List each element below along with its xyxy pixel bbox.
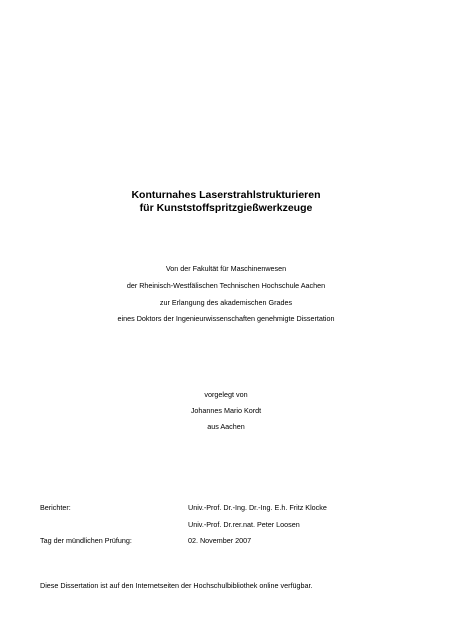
exam-date-label: Tag der mündlichen Prüfung: [40,536,132,545]
thesis-title-line-2: für Kunststoffspritzgießwerkzeuge [139,202,313,214]
exam-date: 02. November 2007 [188,536,252,545]
author-name: Johannes Mario Kordt [190,406,262,415]
referees-label: Berichter: [40,503,71,512]
faculty-line-3: zur Erlangung des akademischen Grades [159,298,293,307]
author-origin: aus Aachen [207,422,245,431]
submitted-by-label: vorgelegt von [204,390,248,399]
faculty-line-4: eines Doktors der Ingenieurwissenschaften genehmigte Dissertation [117,314,335,323]
referee-2: Univ.-Prof. Dr.rer.nat. Peter Loosen [188,520,300,529]
faculty-line-1: Von der Fakultät für Maschinenwesen [165,264,287,273]
thesis-title-line-1: Konturnahes Laserstrahlstrukturieren [131,189,321,201]
referee-1: Univ.-Prof. Dr.-Ing. Dr.-Ing. E.h. Fritz Klocke [188,503,327,512]
faculty-line-2: der Rheinisch-Westfälischen Technischen Hochschule Aachen [126,281,326,290]
online-availability-note: Diese Dissertation ist auf den Internetseiten der Hochschulbibliothek online verfügbar. [40,581,313,590]
